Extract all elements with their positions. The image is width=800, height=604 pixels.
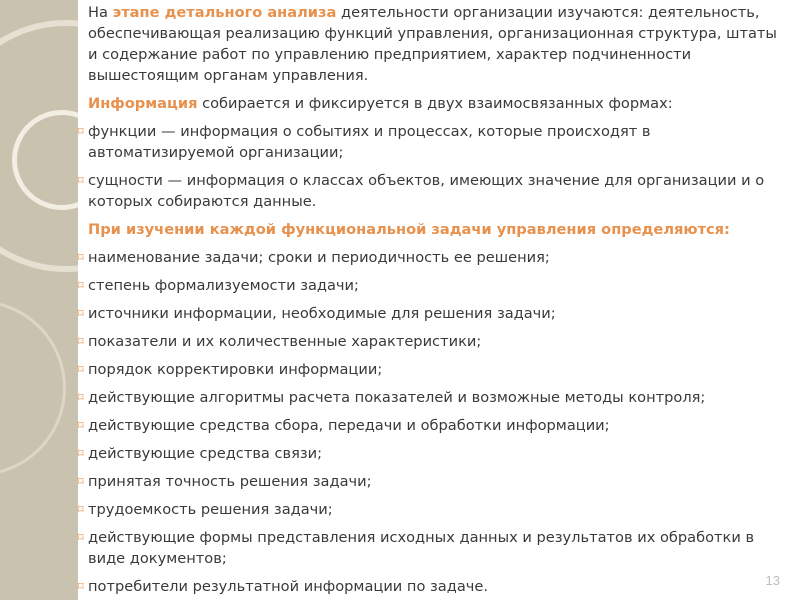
intro-prefix: На: [88, 4, 113, 21]
study-item-text: источники информации, необходимые для решения задачи;: [88, 305, 556, 322]
bullet-icon: ⌑: [78, 503, 84, 516]
study-item-text: потребители результатной информации по задаче.: [88, 578, 489, 595]
bullet-icon: ⌑: [78, 580, 84, 593]
study-item: [78, 527, 788, 569]
bullet-icon: ⌑: [78, 335, 84, 348]
bullet-icon: ⌑: [78, 475, 84, 488]
study-item-text: действующие средства сбора, передачи и обработки информации;: [88, 417, 610, 434]
intro-paragraph: [88, 2, 788, 86]
study-item: [78, 387, 788, 408]
forms-list: [78, 121, 788, 212]
form-item-text: функции — информация о событиях и процессах, которые происходят в автоматизируемой организации;: [88, 123, 651, 161]
study-item-text: наименование задачи; сроки и периодичность ее решения;: [88, 249, 550, 266]
intro-text: деятельности организации изучаются: деятельность, обеспечивающая реализацию функций управления, организационная структура, штаты и содержание работ по управлению предприятием, характер подчиненности вышестоящим органам управления.: [88, 4, 777, 84]
bullet-icon: ⌑: [78, 125, 84, 138]
study-item-text: степень формализуемости задачи;: [88, 277, 359, 294]
study-item: [78, 275, 788, 296]
study-item-text: действующие средства связи;: [88, 445, 323, 462]
form-item: [78, 121, 788, 163]
form-item: [78, 170, 788, 212]
bullet-icon: ⌑: [78, 419, 84, 432]
study-item: [78, 303, 788, 324]
study-item-text: принятая точность решения задачи;: [88, 473, 372, 490]
study-item: [78, 499, 788, 520]
study-item: [78, 443, 788, 464]
bullet-icon: ⌑: [78, 279, 84, 292]
form-item-text: сущности — информация о классах объектов, имеющих значение для организации и о которых собираются данные.: [88, 172, 765, 210]
decorative-side-band: [0, 0, 78, 600]
study-heading: При изучении каждой функциональной задачи управления определяются:: [88, 221, 730, 238]
bullet-icon: ⌑: [78, 363, 84, 376]
info-highlight: Информация: [88, 95, 198, 112]
study-item: [78, 247, 788, 268]
study-item-text: действующие формы представления исходных данных и результатов их обработки в виде документов;: [88, 529, 755, 567]
study-item: [78, 331, 788, 352]
bullet-icon: ⌑: [78, 391, 84, 404]
study-item: [78, 576, 788, 597]
study-item-text: трудоемкость решения задачи;: [88, 501, 333, 518]
study-items-list: [78, 247, 788, 597]
bullet-icon: ⌑: [78, 447, 84, 460]
study-item: [78, 415, 788, 436]
info-text: собирается и фиксируется в двух взаимосвязанных формах:: [197, 95, 673, 112]
bullet-icon: ⌑: [78, 174, 84, 187]
info-paragraph: [88, 93, 788, 114]
bullet-icon: ⌑: [78, 531, 84, 544]
study-item: [78, 471, 788, 492]
slide-content: [78, 2, 788, 604]
page-number: 13: [765, 573, 780, 588]
study-item-text: показатели и их количественные характеристики;: [88, 333, 482, 350]
bullet-icon: ⌑: [78, 251, 84, 264]
intro-highlight: этапе детального анализа: [112, 4, 337, 21]
bullet-icon: ⌑: [78, 307, 84, 320]
study-item: [78, 359, 788, 380]
decorative-ring: [0, 300, 66, 476]
study-item-text: действующие алгоритмы расчета показателей и возможные методы контроля;: [88, 389, 706, 406]
study-item-text: порядок корректировки информации;: [88, 361, 383, 378]
